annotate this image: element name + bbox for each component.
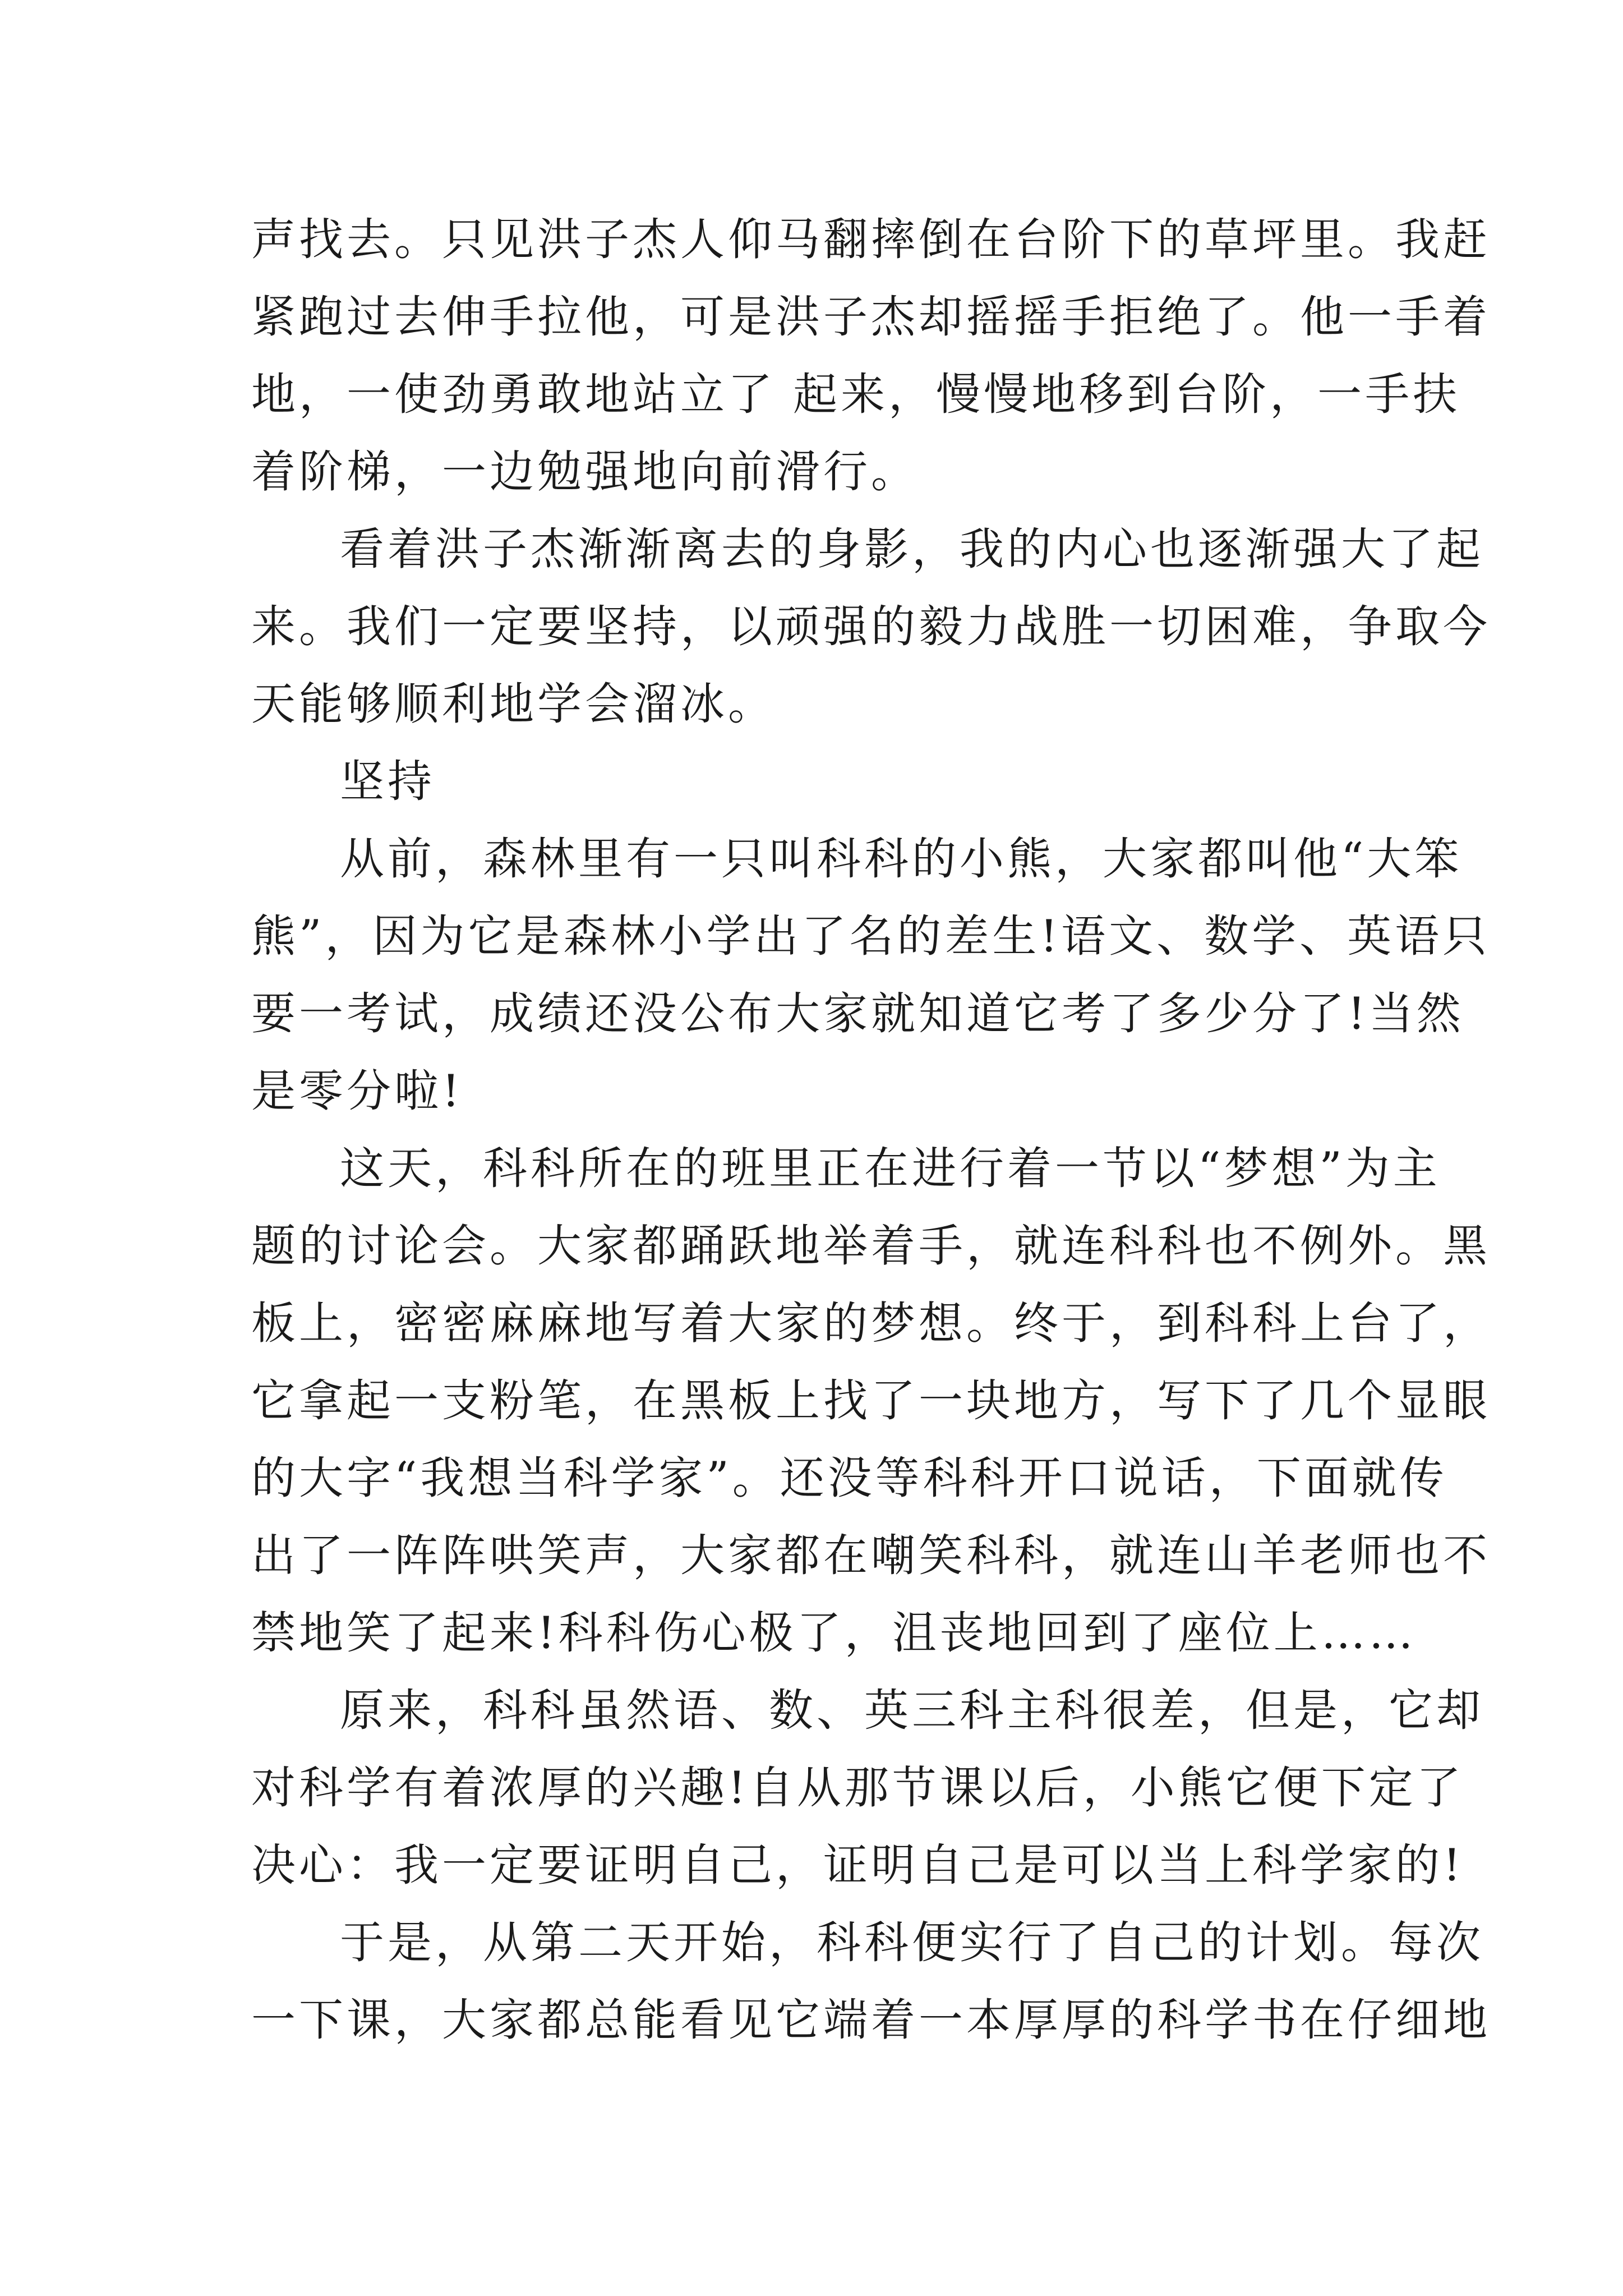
text-line: 出了一阵阵哄笑声，大家都在嘲笑科科，就连山羊老师也不	[251, 1530, 1491, 1581]
text-line: 从前，森林里有一只叫科科的小熊，大家都叫他“大笨	[340, 833, 1463, 885]
text-line: 这天，科科所在的班里正在进行着一节以“梦想”为主	[340, 1143, 1441, 1194]
text-line: 它拿起一支粉笔，在黑板上找了一块地方，写下了几个显眼	[251, 1375, 1491, 1427]
text-line: 来。我们一定要坚持，以顽强的毅力战胜一切困难，争取今	[251, 601, 1491, 652]
text-line: 的大字“我想当科学家”。还没等科科开口说话，下面就传	[251, 1452, 1447, 1504]
text-line: 于是，从第二天开始，科科便实行了自己的计划。每次	[340, 1917, 1484, 1968]
text-line: 一下课，大家都总能看见它端着一本厚厚的科学书在仔细地	[251, 1994, 1491, 2046]
text-line: 着阶梯，一边勉强地向前滑行。	[251, 446, 919, 498]
text-line: 熊”，因为它是森林小学出了名的差生!语文、数学、英语只	[251, 910, 1491, 962]
text-line: 坚持	[340, 756, 435, 807]
text-line: 禁地笑了起来!科科伤心极了，沮丧地回到了座位上……	[251, 1607, 1417, 1659]
text-line: 决心：我一定要证明自己，证明自己是可以当上科学家的!	[251, 1839, 1464, 1891]
text-line: 看着洪子杰渐渐离去的身影，我的内心也逐渐强大了起	[340, 523, 1484, 575]
text-line: 原来，科科虽然语、数、英三科主科很差，但是，它却	[340, 1685, 1484, 1736]
text-line: 对科学有着浓厚的兴趣!自从那节课以后，小熊它便下定了	[251, 1762, 1464, 1814]
text-line: 地，一使劲勇敢地站立了 起来，慢慢地移到台阶，一手扶	[251, 369, 1461, 420]
text-line: 板上，密密麻麻地写着大家的梦想。终于，到科科上台了，	[251, 1297, 1491, 1349]
text-line: 天能够顺利地学会溜冰。	[251, 678, 776, 730]
text-line: 要一考试，成绩还没公布大家就知道它考了多少分了!当然	[251, 988, 1464, 1039]
text-line: 声找去。只见洪子杰人仰马翻摔倒在台阶下的草坪里。我赶	[251, 214, 1491, 265]
text-line: 紧跑过去伸手拉他，可是洪子杰却摇摇手拒绝了。他一手着	[251, 291, 1491, 343]
document-body	[251, 201, 1491, 2059]
text-line: 题的讨论会。大家都踊跃地举着手，就连科科也不例外。黑	[251, 1220, 1491, 1272]
text-line: 是零分啦!	[251, 1065, 463, 1117]
